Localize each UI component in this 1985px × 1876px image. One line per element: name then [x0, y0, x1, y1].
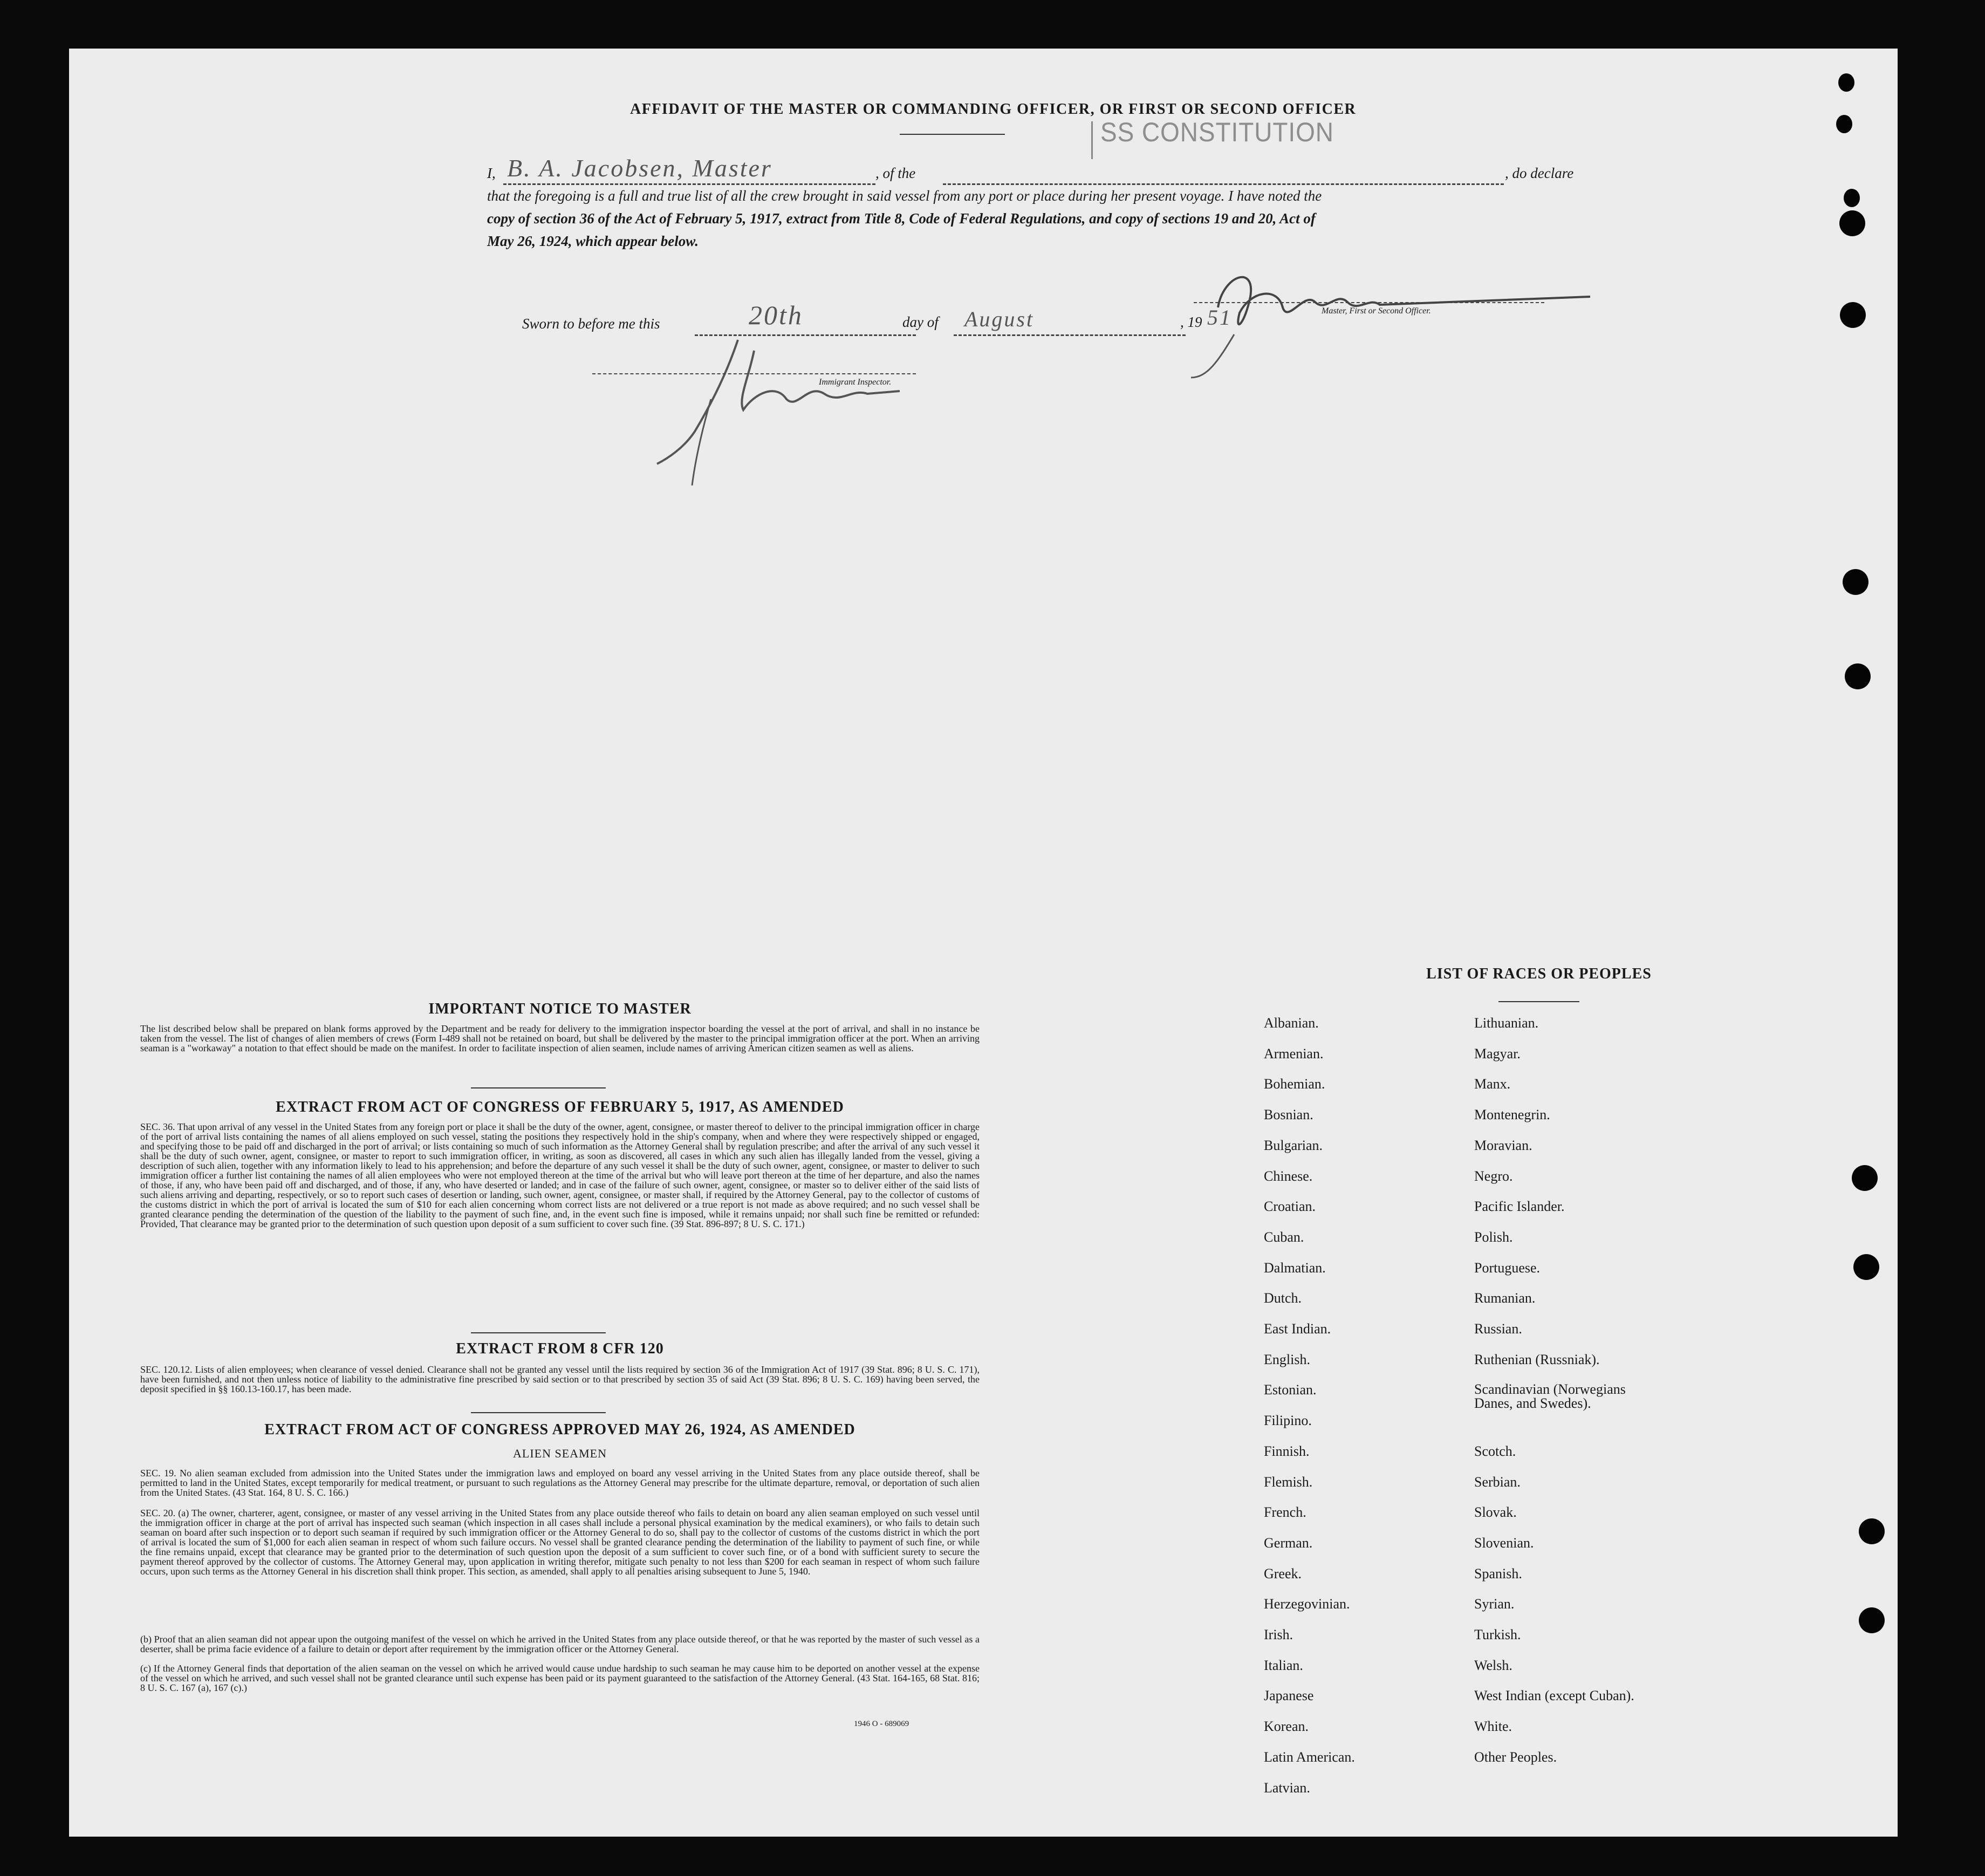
extract-1924-sec20a: SEC. 20. (a) The owner, charterer, agent, consignee, or master of any vessel arriving in the United States from any place outside thereof who fails to detain on board any alien seaman employed on such vessel until the immigration officer in charge at the port of arrival has inspected such seaman (which inspection in all cases shall include a personal physical examination by the medical examiners), or who fails to detain such seaman on board after such inspection or to deport such seaman if required by such immigration officer or the Attorney General to do so, shall pay to the collector of customs of the customs district in which the port of arrival is located the sum of $1,000 for each alien seaman in respect of whom such failure occurs. No vessel shall be granted clearance pending the determination of the liability to payment of such fine, or while the fine remains unpaid, except that clearance may be granted prior to the determination of such question upon the deposit of a sum sufficient to cover such fine, or of a bond with sufficient surety to secure the payment thereof approved by the collector of customs. The Attorney General may, upon application in writing therefor, mitigate such penalty to not less than $200 for each seaman in respect of whom such failure occurs, upon such terms as the Attorney General in his discretion shall think proper. This section, as amended, shall apply to all penalties arising subsequent to June 5, 1940.	[140, 1508, 980, 1577]
punch-hole	[1852, 1165, 1878, 1191]
race-item: Croatian.	[1264, 1199, 1316, 1215]
race-item: Cuban.	[1264, 1229, 1304, 1245]
declaration-suffix: , do declare	[1505, 165, 1574, 181]
races-title: LIST OF RACES OR PEOPLES	[1426, 966, 1652, 982]
race-item: Slovenian.	[1474, 1535, 1534, 1551]
extract-8cfr-divider	[471, 1412, 606, 1413]
race-item: Slovak.	[1474, 1504, 1517, 1521]
race-item: Pacific Islander.	[1474, 1199, 1565, 1215]
punch-hole	[1840, 302, 1866, 328]
master-signature-line	[1194, 302, 1544, 303]
vessel-blank	[943, 183, 1504, 185]
inspector-caption: Immigrant Inspector.	[819, 378, 892, 387]
race-item: Portuguese.	[1474, 1259, 1541, 1276]
punch-hole	[1838, 73, 1854, 92]
race-item: Latin American.	[1264, 1749, 1355, 1765]
declaration-line-3: copy of section 36 of the Act of February 5, 1917, extract from Title 8, Code of Federal Regulations, and copy of sections 19 and 20, Act of	[487, 210, 1316, 227]
races-divider	[1498, 1001, 1579, 1002]
race-item: Serbian.	[1474, 1474, 1521, 1490]
declaration-prefix: I,	[487, 165, 496, 181]
sworn-prefix: Sworn to before me this	[522, 316, 660, 332]
extract-1924-title: EXTRACT FROM ACT OF CONGRESS APPROVED MAY 26, 1924, AS AMENDED	[264, 1421, 855, 1438]
punch-hole	[1853, 1254, 1879, 1280]
race-item: Montenegrin.	[1474, 1107, 1550, 1123]
sworn-year-prefix: , 19	[1180, 314, 1202, 330]
race-item: Moravian.	[1474, 1137, 1532, 1153]
extract-1917-title: EXTRACT FROM ACT OF CONGRESS OF FEBRUARY 5, 1917, AS AMENDED	[276, 1099, 844, 1115]
race-item: Bosnian.	[1264, 1107, 1313, 1123]
sworn-day-handwriting: 20th	[749, 300, 803, 330]
punch-hole	[1839, 210, 1865, 236]
extract-8cfr-title: EXTRACT FROM 8 CFR 120	[456, 1340, 664, 1357]
race-item: Italian.	[1264, 1657, 1303, 1673]
race-item: English.	[1264, 1351, 1310, 1367]
race-item: Irish.	[1264, 1627, 1293, 1642]
sworn-year-handwriting: 51	[1207, 305, 1232, 330]
declaration-of-the: , of the	[875, 165, 916, 181]
race-item: Rumanian.	[1474, 1290, 1536, 1306]
punch-hole	[1843, 569, 1868, 595]
punch-hole	[1836, 115, 1852, 133]
extract-1924-subtitle: ALIEN SEAMEN	[513, 1447, 607, 1460]
race-item: Flemish.	[1264, 1474, 1313, 1490]
race-item: Dalmatian.	[1264, 1259, 1326, 1276]
race-item: White.	[1474, 1718, 1512, 1735]
race-item: Spanish.	[1474, 1565, 1522, 1581]
race-item: Bohemian.	[1264, 1076, 1325, 1092]
extract-1924-sec20b: (b) Proof that an alien seaman did not appear upon the outgoing manifest of the vessel on which he arrived in the United States from any place outside thereof, or that he was reported by the master of such vessel as a deserter, shall be prima facie evidence of a failure to detain or deport after requirement by the immigration officer or the Attorney General.	[140, 1634, 980, 1654]
notice-body: The list described below shall be prepared on blank forms approved by the Department and be ready for delivery to the immigration inspector boarding the vessel at the port of arrival, and shall in no instance be taken from the vessel. The list of changes of alien members of crews (Form I-489 shall not be retained on board, but shall be delivered by the master to the principal immigration officer at the port. When an arriving seaman is a "workaway" a notation to that effect should be made on the manifest. In order to facilitate inspection of alien seamen, include names of arriving American citizen seamen as well as aliens.	[140, 1023, 980, 1053]
extract-1917-divider	[471, 1332, 606, 1333]
declarant-handwriting: B. A. Jacobsen, Master	[507, 154, 772, 182]
stamp-edge-mark	[1091, 121, 1096, 159]
sworn-day-of: day of	[902, 314, 939, 330]
race-item: Estonian.	[1264, 1382, 1317, 1398]
race-item: Chinese.	[1264, 1168, 1313, 1184]
sworn-month-handwriting: August	[964, 307, 1035, 331]
race-item: Armenian.	[1264, 1045, 1324, 1062]
race-item: Negro.	[1474, 1168, 1513, 1184]
declaration-line-4: May 26, 1924, which appear below.	[487, 233, 699, 249]
race-item: Scandinavian (Norwegians Danes, and Swedes).	[1474, 1381, 1626, 1412]
declaration-line-2: that the foregoing is a full and true list of all the crew brought in said vessel from any port or place during her present voyage. I have noted the	[487, 188, 1322, 204]
race-item: Greek.	[1264, 1565, 1302, 1581]
race-item: East Indian.	[1264, 1321, 1331, 1337]
punch-hole	[1844, 189, 1860, 207]
vessel-name-stamp: SS CONSTITUTION	[1100, 117, 1334, 147]
title-divider	[900, 134, 1005, 135]
extract-8cfr-body: SEC. 120.12. Lists of alien employees; when clearance of vessel denied. Clearance shall not be granted any vessel until the lists required by section 36 of the Immigration Act of 1917 (39 Stat. 896; 8 U. S. C. 171), have been furnished, and not then unless notice of liability to the administrative fine prescribed by said section or to that prescribed by section 35 of said Act (39 Stat. 896; 8 U. S. C. 169) having been served, the deposit specified in §§ 160.13-160.17, has been made.	[140, 1364, 980, 1394]
race-item: Dutch.	[1264, 1290, 1302, 1306]
race-item: Bulgarian.	[1264, 1137, 1323, 1153]
punch-hole	[1859, 1607, 1885, 1633]
inspector-signature	[646, 329, 948, 491]
race-item: Herzegovinian.	[1264, 1596, 1350, 1612]
master-caption: Master, First or Second Officer.	[1322, 306, 1431, 316]
extract-1924-sec20c: (c) If the Attorney General finds that deportation of the alien seaman on the vessel on which he arrived would cause undue hardship to such seaman he may cause him to be deported on another vessel at the expense of the vessel on which he arrived, and such vessel shall not be granted clearance until such expense has been paid or its payment guaranteed to the satisfaction of the Attorney General. (43 Stat. 164-165, 68 Stat. 816; 8 U. S. C. 167 (a), 167 (c).)	[140, 1663, 980, 1693]
race-item: Polish.	[1474, 1229, 1513, 1245]
race-item: Japanese	[1264, 1688, 1314, 1704]
race-item: Lithuanian.	[1474, 1015, 1539, 1031]
race-item: Scotch.	[1474, 1443, 1516, 1459]
race-item: Turkish.	[1474, 1627, 1521, 1642]
extract-1924-sec19: SEC. 19. No alien seaman excluded from admission into the United States under the immigration laws and employed on board any vessel arriving in the United States from any place outside thereof, shall be permitted to land in the United States, except temporarily for medical treatment, or pursuant to such regulations as the Attorney General may prescribe for the ultimate departure, removal, or deportation of such alien from the United States. (43 Stat. 164, 8 U. S. C. 166.)	[140, 1468, 980, 1498]
punch-hole	[1859, 1518, 1885, 1544]
sworn-month-blank	[954, 334, 1186, 336]
inspector-signature-line	[592, 373, 916, 374]
notice-title: IMPORTANT NOTICE TO MASTER	[428, 1001, 692, 1017]
race-item: West Indian (except Cuban).	[1474, 1688, 1634, 1704]
declarant-blank	[503, 183, 875, 185]
extract-1917-body: SEC. 36. That upon arrival of any vessel in the United States from any foreign port or place it shall be the duty of the owner, agent, consignee, or master thereof to deliver to the principal immigration officer in charge of the port of arrival lists containing the names of all aliens employed on such vessel, stating the positions they respectively hold in the ship's company, when and where they were respectively shipped or engaged, and specifying those to be paid off and discharged in the port of arrival; or lists containing so much of such information as the Attorney General shall by regulation prescribe; and after the arrival of any such vessel it shall be the duty of such owner, agent, consignee, or master to report to such immigration officer, in writing, as soon as discovered, all cases in which any such alien has illegally landed from the vessel, giving a description of such alien, together with any information likely to lead to his apprehension; and before the departure of any such vessel it shall be the duty of such owner, agent, consignee, or master to deliver to such immigration officer a further list containing the names of all alien employees who were not employed thereon at the time of the arrival but who will leave port thereon at the time of her departure, and also the names of those, if any, who have been paid off and discharged, and of those, if any, who have deserted or landed; and in case of the failure of such owner, agent, consignee, or master so to deliver either of the said lists of such aliens arriving and departing, respectively, or so to report such cases of desertion or landing, such owner, agent, consignee, or master shall, if required by the Attorney General, pay to the collector of customs of the customs district in which the port of arrival is located the sum of $10 for each alien concerning whom correct lists are not delivered or a true report is not made as above required; and no such vessel shall be granted clearance pending the determination of the question of the liability to the payment of such fine, and, in the event such fine is imposed, while it remains unpaid; nor shall such fine be remitted or refunded: Provided, That clearance may be granted prior to the determination of such question upon deposit of a sum sufficient to cover such fine. (39 Stat. 896-897; 8 U. S. C. 171.)	[140, 1121, 980, 1229]
race-item: Welsh.	[1474, 1657, 1512, 1673]
notice-divider	[471, 1087, 606, 1088]
punch-hole	[1845, 663, 1871, 689]
race-item: Albanian.	[1264, 1015, 1319, 1031]
race-item: Ruthenian (Russniak).	[1474, 1351, 1600, 1367]
race-item: Syrian.	[1474, 1596, 1515, 1612]
race-item: Latvian.	[1264, 1779, 1310, 1796]
race-item: Filipino.	[1264, 1413, 1312, 1429]
affidavit-title: AFFIDAVIT OF THE MASTER OR COMMANDING OFFICER, OR FIRST OR SECOND OFFICER	[630, 101, 1357, 118]
race-item: Magyar.	[1474, 1045, 1521, 1062]
race-item: Other Peoples.	[1474, 1749, 1557, 1765]
race-item: Russian.	[1474, 1321, 1522, 1337]
race-item: Manx.	[1474, 1076, 1511, 1092]
print-code: 1946 O - 689069	[854, 1720, 909, 1728]
race-item: French.	[1264, 1504, 1306, 1521]
race-item: Korean.	[1264, 1718, 1309, 1735]
race-item: German.	[1264, 1535, 1313, 1551]
document-page	[69, 49, 1898, 1837]
race-item: Finnish.	[1264, 1443, 1310, 1459]
